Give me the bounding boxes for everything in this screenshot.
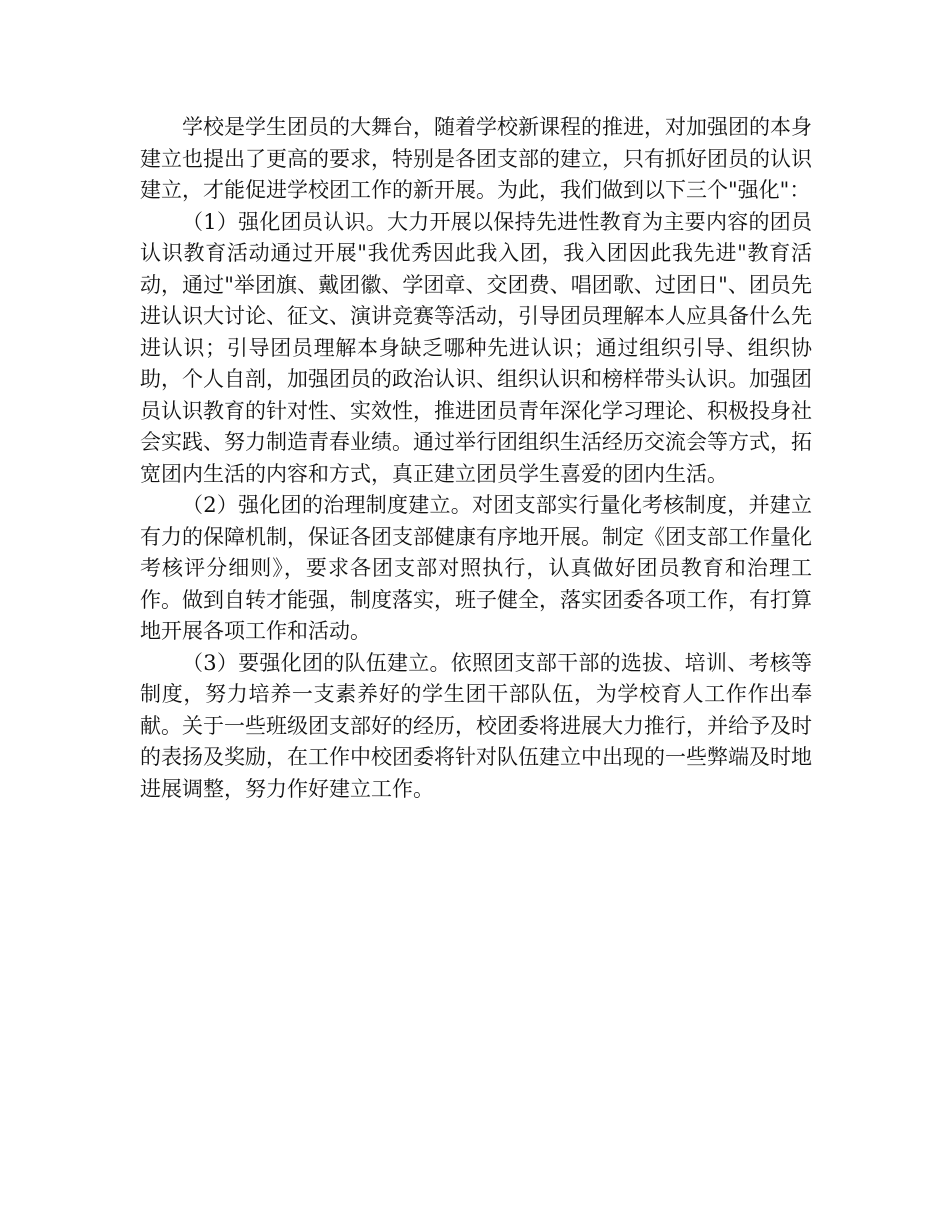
- paragraph-item-3: （3）要强化团的队伍建立。依照团支部干部的选拔、培训、考核等制度，努力培养一支素养好的学生团干部队伍，为学校育人工作作出奉献。关于一些班级团支部好的经历，校团委将进展大力推行，并给予及时的表扬及奖励，在工作中校团委将针对队伍建立中出现的一些弊端及时地进展调整，努力作好建立工作。: [140, 650, 812, 801]
- document-body: [140, 112, 812, 805]
- paragraph-intro: 学校是学生团员的大舞台，随着学校新课程的推进，对加强团的本身建立也提出了更高的要求，特别是各团支部的建立，只有抓好团员的认识建立，才能促进学校团工作的新开展。为此，我们做到以下三个"强化"：: [140, 115, 812, 202]
- paragraph-item-1: （1）强化团员认识。大力开展以保持先进性教育为主要内容的团员认识教育活动通过开展"我优秀因此我入团，我入团因此我先进"教育活动，通过"举团旗、戴团徽、学团章、交团费、唱团歌、过团日"、团员先进认识大讨论、征文、演讲竞赛等活动，引导团员理解本人应具备什么先进认识；引导团员理解本身缺乏哪种先进认识；通过组织引导、组织协助，个人自剖，加强团员的政治认识、组织认识和榜样带头认识。加强团员认识教育的针对性、实效性，推进团员青年深化学习理论、积极投身社会实践、努力制造青春业绩。通过举行团组织生活经历交流会等方式，拓宽团内生活的内容和方式，真正建立团员学生喜爱的团内生活。: [140, 209, 812, 486]
- paragraph-item-2: （2）强化团的治理制度建立。对团支部实行量化考核制度，并建立有力的保障机制，保证各团支部健康有序地开展。制定《团支部工作量化考核评分细则》，要求各团支部对照执行，认真做好团员教育和治理工作。做到自转才能强，制度落实，班子健全，落实团委各项工作，有打算地开展各项工作和活动。: [140, 493, 812, 643]
